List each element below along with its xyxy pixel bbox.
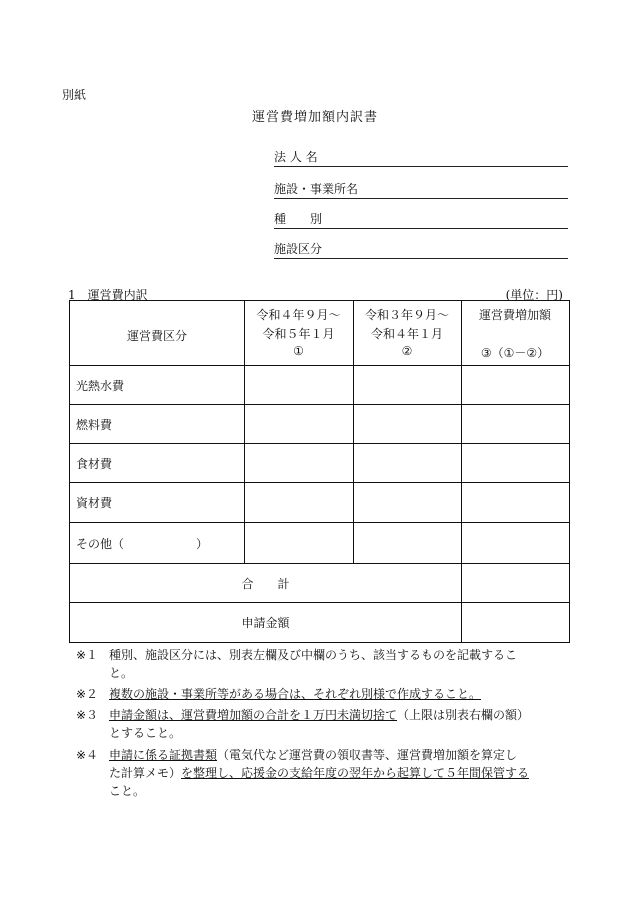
note-mark: ※３	[76, 708, 99, 722]
col-header-current-marker: ①	[293, 344, 304, 358]
houjin-field[interactable]	[274, 148, 568, 167]
note-4-text: （電気代など運営費の領収書等、運営費増加額を算定し	[217, 748, 518, 762]
note-4-underlined: を整理し、応援金の支給年度の翌年から起算して５年間保管する	[181, 766, 530, 780]
houjin-label: 法 人 名	[274, 150, 318, 164]
col-header-previous-period: 令和３年９月～	[364, 308, 449, 322]
row-divider	[70, 404, 569, 405]
row-divider	[70, 602, 569, 603]
note-4-text: た計算メモ）	[109, 766, 182, 780]
row-label-materials: 資材費	[76, 496, 113, 510]
facility-field[interactable]	[274, 180, 568, 199]
annex-label: 別紙	[62, 88, 87, 102]
col-header-category: 運営費区分	[126, 329, 187, 343]
note-3-line2: とすること。	[109, 726, 182, 740]
col-header-increase: 運営費増加額	[478, 308, 551, 322]
row-divider	[70, 443, 569, 444]
row-label-food: 食材費	[76, 457, 113, 471]
type-field[interactable]	[274, 210, 568, 229]
note-3	[76, 706, 571, 742]
row-divider	[70, 522, 569, 523]
type-label: 種 別	[274, 212, 323, 226]
category-field[interactable]	[274, 240, 568, 259]
note-mark: ※１	[76, 648, 99, 662]
breakdown-table	[69, 300, 570, 643]
note-1	[76, 646, 571, 682]
col-header-previous-period: 令和４年１月	[370, 327, 443, 341]
row-divider	[70, 482, 569, 483]
apply-amount-label: 申請金額	[241, 616, 290, 630]
row-divider	[70, 563, 569, 564]
note-2-text: 複数の施設・事業所等がある場合は、それぞれ別様で作成すること。	[109, 687, 482, 701]
col-header-previous-marker: ②	[401, 344, 413, 358]
facility-label: 施設・事業所名	[274, 182, 359, 196]
row-divider	[70, 365, 569, 366]
col-header-increase-formula: ③（①－②）	[480, 346, 550, 360]
note-3-underlined: 申請金額は、運営費増加額の合計を１万円未満切捨て	[109, 708, 398, 722]
unit-label: (単位：円)	[505, 288, 563, 302]
note-4-line3: こと。	[109, 784, 146, 798]
note-mark: ※２	[76, 687, 99, 701]
note-2	[76, 685, 571, 703]
note-mark: ※４	[76, 748, 99, 762]
row-label-utilities: 光熱水費	[76, 379, 125, 393]
col-header-current-period: 令和４年９月～	[256, 308, 341, 322]
note-4	[76, 746, 571, 800]
note-1-line: 種別、施設区分には、別表左欄及び中欄のうち、該当するものを記載するこ	[109, 648, 518, 662]
document-title: 運営費増加額内訳書	[251, 110, 378, 125]
note-3-text: （上限は別表右欄の額）	[397, 708, 530, 722]
note-1-line: と。	[109, 666, 134, 680]
total-label: 合 計	[241, 577, 290, 591]
note-4-underlined: 申請に係る証拠書類	[109, 748, 218, 762]
col-header-current-period: 令和５年１月	[262, 327, 335, 341]
category-label: 施設区分	[274, 242, 323, 256]
section-label: 1 運営費内訳	[68, 288, 148, 302]
row-label-other: その他（ ）	[76, 537, 209, 551]
row-label-fuel: 燃料費	[76, 418, 113, 432]
